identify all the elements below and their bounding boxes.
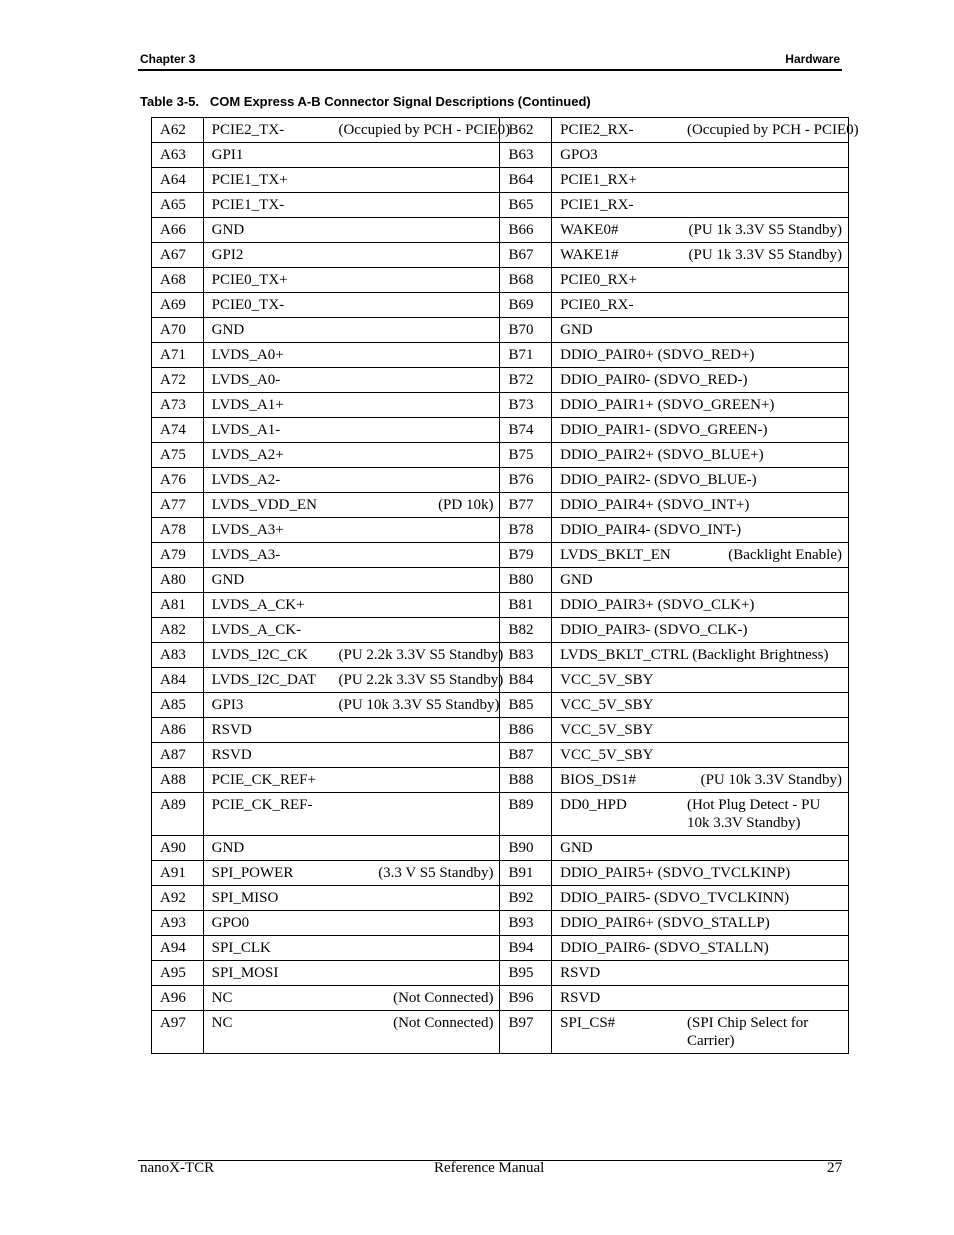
table-row [152,618,849,643]
signal-name: PCIE2_RX- [560,122,634,138]
a-pin-cell: A95 [152,961,204,986]
a-signal-cell [203,743,500,768]
b-signal-cell [552,318,849,343]
a-signal-cell [203,318,500,343]
table-row [152,593,849,618]
table-row [152,518,849,543]
signal-name: LVDS_A_CK+ [211,597,305,613]
b-signal-cell [552,936,849,961]
a-signal-cell [203,1011,500,1054]
a-signal-cell [203,618,500,643]
a-pin-cell: A69 [152,293,204,318]
table-row [152,393,849,418]
b-signal-cell [552,768,849,793]
a-pin-cell: A97 [152,1011,204,1054]
table-row [152,718,849,743]
a-signal-cell [203,836,500,861]
b-pin-cell: B96 [500,986,552,1011]
b-signal-cell [552,443,849,468]
signal-name: DDIO_PAIR2+ (SDVO_BLUE+) [560,447,764,463]
table-row [152,143,849,168]
b-signal-cell [552,343,849,368]
signal-name: PCIE1_TX+ [211,172,288,188]
signal-name: GPO0 [211,915,250,931]
signal-name: LVDS_I2C_DAT [211,672,317,688]
a-pin-cell: A72 [152,368,204,393]
signal-name: GPI3 [211,697,244,713]
b-signal-cell [552,493,849,518]
footer-product: nanoX-TCR [140,1160,215,1176]
b-signal-cell [552,168,849,193]
a-pin-cell: A74 [152,418,204,443]
signal-note: (PU 2.2k 3.3V S5 Standby) [338,647,504,663]
table-row [152,443,849,468]
signal-name: LVDS_A0+ [211,347,284,363]
b-signal-cell [552,468,849,493]
b-signal-cell [552,593,849,618]
b-pin-cell: B78 [500,518,552,543]
signal-name: LVDS_A0- [211,372,281,388]
table-row [152,911,849,936]
a-pin-cell: A82 [152,618,204,643]
b-pin-cell: B91 [500,861,552,886]
signal-note: (PU 2.2k 3.3V S5 Standby) [338,672,504,688]
a-pin-cell: A84 [152,668,204,693]
signal-note: (Hot Plug Detect - PU 10k 3.3V Standby) [686,797,821,831]
b-pin-cell: B86 [500,718,552,743]
signal-name: GPI2 [211,247,244,263]
b-signal-cell [552,668,849,693]
a-signal-cell [203,886,500,911]
signal-name: VCC_5V_SBY [560,672,654,688]
signal-name: DDIO_PAIR0+ (SDVO_RED+) [560,347,755,363]
a-signal-cell [203,593,500,618]
table-row [152,1011,849,1054]
signal-name: LVDS_I2C_CK [211,647,308,663]
table-row [152,793,849,836]
b-signal-cell [552,543,849,568]
a-pin-cell: A62 [152,118,204,143]
a-signal-cell [203,861,500,886]
a-signal-cell [203,268,500,293]
signal-name: DDIO_PAIR4- (SDVO_INT-) [560,522,742,538]
table-row [152,318,849,343]
signal-name: LVDS_BKLT_CTRL (Backlight Brightness) [560,647,829,663]
signal-name: PCIE_CK_REF+ [211,772,316,788]
signal-name: GND [211,840,245,856]
signal-name: DDIO_PAIR1+ (SDVO_GREEN+) [560,397,775,413]
signal-note: (3.3 V S5 Standby) [378,865,494,881]
b-pin-cell: B84 [500,668,552,693]
table-row [152,836,849,861]
a-pin-cell: A70 [152,318,204,343]
a-signal-cell [203,443,500,468]
signal-name: DDIO_PAIR3+ (SDVO_CLK+) [560,597,755,613]
signal-name: DDIO_PAIR2- (SDVO_BLUE-) [560,472,757,488]
signal-note: (PU 1k 3.3V S5 Standby) [688,247,842,263]
signal-note: (Not Connected) [393,1015,494,1031]
b-pin-cell: B93 [500,911,552,936]
signal-name: SPI_MISO [211,890,279,906]
a-signal-cell [203,418,500,443]
b-pin-cell: B69 [500,293,552,318]
signal-note: (Occupied by PCH - PCIE0) [686,122,859,138]
a-signal-cell [203,143,500,168]
b-pin-cell: B95 [500,961,552,986]
a-pin-cell: A89 [152,793,204,836]
table-row [152,193,849,218]
signal-note: (PD 10k) [438,497,494,513]
table-row [152,668,849,693]
a-signal-cell [203,936,500,961]
running-header-chapter: Chapter 3 [140,52,196,66]
signal-note: (PU 10k 3.3V S5 Standby) [338,697,500,713]
signal-name: GND [211,222,245,238]
table-row [152,268,849,293]
a-pin-cell: A67 [152,243,204,268]
signal-name: SPI_CS# [560,1015,616,1031]
b-pin-cell: B97 [500,1011,552,1054]
table-row [152,418,849,443]
a-pin-cell: A91 [152,861,204,886]
b-pin-cell: B73 [500,393,552,418]
a-signal-cell [203,911,500,936]
a-signal-cell [203,368,500,393]
b-pin-cell: B82 [500,618,552,643]
signal-name: LVDS_A1- [211,422,281,438]
b-signal-cell [552,886,849,911]
a-signal-cell [203,293,500,318]
signal-name: GND [560,572,593,588]
b-pin-cell: B66 [500,218,552,243]
signal-name: WAKE1# [560,247,619,263]
signal-name: DDIO_PAIR0- (SDVO_RED-) [560,372,748,388]
b-pin-cell: B87 [500,743,552,768]
signal-name: BIOS_DS1# [560,772,636,788]
a-signal-cell [203,693,500,718]
a-pin-cell: A79 [152,543,204,568]
table-row [152,861,849,886]
table-row [152,936,849,961]
signal-name: DDIO_PAIR1- (SDVO_GREEN-) [560,422,768,438]
a-signal-cell [203,343,500,368]
signal-name: GND [211,572,245,588]
a-signal-cell [203,543,500,568]
b-pin-cell: B83 [500,643,552,668]
b-signal-cell [552,293,849,318]
signal-name: LVDS_A_CK- [211,622,302,638]
table-row [152,743,849,768]
signal-note: (SPI Chip Select for Carrier) [686,1015,809,1049]
signal-name: LVDS_A1+ [211,397,284,413]
a-pin-cell: A71 [152,343,204,368]
b-signal-cell [552,518,849,543]
signal-name: DDIO_PAIR6+ (SDVO_STALLP) [560,915,770,931]
b-signal-cell [552,718,849,743]
b-signal-cell [552,393,849,418]
signal-name: GND [560,322,593,338]
signal-name: VCC_5V_SBY [560,722,654,738]
signal-table [151,117,859,1054]
signal-note: (Occupied by PCH - PCIE0) [338,122,511,138]
a-pin-cell: A93 [152,911,204,936]
table-row [152,986,849,1011]
footer-doc-title: Reference Manual [434,1160,545,1176]
signal-name: SPI_POWER [211,865,294,881]
b-signal-cell [552,143,849,168]
b-pin-cell: B62 [500,118,552,143]
a-pin-cell: A64 [152,168,204,193]
signal-name: PCIE0_TX+ [211,272,288,288]
signal-name: PCIE1_RX- [560,197,634,213]
a-pin-cell: A81 [152,593,204,618]
signal-name: DDIO_PAIR4+ (SDVO_INT+) [560,497,750,513]
table-row [152,468,849,493]
signal-name: PCIE_CK_REF- [211,797,313,813]
b-signal-cell [552,193,849,218]
signal-name: PCIE1_RX+ [560,172,637,188]
a-signal-cell [203,643,504,668]
a-signal-cell [203,986,500,1011]
b-signal-cell [552,986,849,1011]
table-row [152,543,849,568]
a-pin-cell: A75 [152,443,204,468]
a-signal-cell [203,193,500,218]
a-pin-cell: A76 [152,468,204,493]
signal-name: PCIE0_RX- [560,297,634,313]
table-row [152,568,849,593]
a-pin-cell: A88 [152,768,204,793]
a-pin-cell: A90 [152,836,204,861]
a-pin-cell: A85 [152,693,204,718]
table-row [152,293,849,318]
signal-name: RSVD [211,722,252,738]
a-pin-cell: A83 [152,643,204,668]
b-signal-cell [552,693,849,718]
b-pin-cell: B79 [500,543,552,568]
signal-name: LVDS_A3- [211,547,281,563]
a-pin-cell: A96 [152,986,204,1011]
a-signal-cell [203,768,500,793]
b-pin-cell: B63 [500,143,552,168]
b-pin-cell: B64 [500,168,552,193]
footer-page-number: 27 [827,1160,842,1176]
b-pin-cell: B74 [500,418,552,443]
b-pin-cell: B94 [500,936,552,961]
b-pin-cell: B89 [500,793,552,836]
b-signal-cell [552,368,849,393]
header-rule [138,69,842,71]
b-pin-cell: B92 [500,886,552,911]
signal-name: PCIE2_TX- [211,122,285,138]
signal-name: PCIE1_TX- [211,197,285,213]
b-signal-cell [552,1011,849,1054]
b-signal-cell [552,243,849,268]
a-signal-cell [203,793,500,836]
signal-name: SPI_CLK [211,940,271,956]
a-signal-cell [203,493,500,518]
signal-note: (Not Connected) [393,990,494,1006]
a-pin-cell: A87 [152,743,204,768]
signal-name: DDIO_PAIR6- (SDVO_STALLN) [560,940,769,956]
b-signal-cell [552,793,849,836]
signal-name: VCC_5V_SBY [560,697,654,713]
b-signal-cell [552,118,859,143]
signal-name: SPI_MOSI [211,965,279,981]
table-row [152,886,849,911]
table-caption: Table 3-5. COM Express A-B Connector Signal Descriptions (Continued) [140,94,591,109]
b-signal-cell [552,268,849,293]
a-signal-cell [203,468,500,493]
b-pin-cell: B88 [500,768,552,793]
signal-name: LVDS_BKLT_EN [560,547,671,563]
signal-name: GND [560,840,593,856]
b-signal-cell [552,743,849,768]
a-pin-cell: A78 [152,518,204,543]
table-row [152,961,849,986]
b-pin-cell: B76 [500,468,552,493]
b-signal-cell [552,643,849,668]
signal-name: GND [211,322,245,338]
a-pin-cell: A73 [152,393,204,418]
table-row [152,343,849,368]
signal-note: (PU 1k 3.3V S5 Standby) [688,222,842,238]
b-pin-cell: B71 [500,343,552,368]
b-signal-cell [552,861,849,886]
b-signal-cell [552,418,849,443]
signal-name: GPI1 [211,147,244,163]
a-pin-cell: A94 [152,936,204,961]
a-signal-cell [203,961,500,986]
b-pin-cell: B72 [500,368,552,393]
b-pin-cell: B77 [500,493,552,518]
signal-name: LVDS_A2- [211,472,281,488]
signal-name: RSVD [211,747,252,763]
a-signal-cell [203,118,511,143]
a-signal-cell [203,718,500,743]
signal-note: (Backlight Enable) [728,547,842,563]
a-pin-cell: A80 [152,568,204,593]
b-signal-cell [552,568,849,593]
signal-note: (PU 10k 3.3V Standby) [700,772,842,788]
a-pin-cell: A92 [152,886,204,911]
table-row [152,218,849,243]
a-signal-cell [203,668,504,693]
a-pin-cell: A86 [152,718,204,743]
b-signal-cell [552,961,849,986]
b-pin-cell: B65 [500,193,552,218]
b-pin-cell: B68 [500,268,552,293]
b-signal-cell [552,911,849,936]
table-row [152,368,849,393]
signal-name: DDIO_PAIR5- (SDVO_TVCLKINN) [560,890,790,906]
signal-name: GPO3 [560,147,598,163]
signal-name: DDIO_PAIR5+ (SDVO_TVCLKINP) [560,865,791,881]
signal-name: WAKE0# [560,222,619,238]
table-row [152,493,849,518]
signal-name: PCIE0_RX+ [560,272,637,288]
signal-name: RSVD [560,965,601,981]
a-pin-cell: A66 [152,218,204,243]
table-row [152,168,849,193]
a-pin-cell: A77 [152,493,204,518]
signal-name: RSVD [560,990,601,1006]
b-pin-cell: B70 [500,318,552,343]
signal-name: LVDS_VDD_EN [211,497,317,513]
a-signal-cell [203,518,500,543]
a-pin-cell: A68 [152,268,204,293]
a-signal-cell [203,168,500,193]
signal-name: NC [211,990,233,1006]
a-signal-cell [203,393,500,418]
b-pin-cell: B85 [500,693,552,718]
b-pin-cell: B75 [500,443,552,468]
a-signal-cell [203,218,500,243]
signal-name: VCC_5V_SBY [560,747,654,763]
table-row [152,693,849,718]
table-row [152,118,849,143]
b-pin-cell: B80 [500,568,552,593]
a-signal-cell [203,243,500,268]
signal-name: DDIO_PAIR3- (SDVO_CLK-) [560,622,748,638]
signal-name: DD0_HPD [560,797,627,813]
a-signal-cell [203,568,500,593]
a-pin-cell: A63 [152,143,204,168]
b-pin-cell: B67 [500,243,552,268]
table-row [152,643,849,668]
a-pin-cell: A65 [152,193,204,218]
signal-name: PCIE0_TX- [211,297,285,313]
b-pin-cell: B90 [500,836,552,861]
signal-name: NC [211,1015,233,1031]
b-signal-cell [552,618,849,643]
signal-name: LVDS_A2+ [211,447,284,463]
table-row [152,243,849,268]
b-signal-cell [552,836,849,861]
b-pin-cell: B81 [500,593,552,618]
table-row [152,768,849,793]
running-header-section: Hardware [785,52,840,66]
signal-name: LVDS_A3+ [211,522,284,538]
b-signal-cell [552,218,849,243]
